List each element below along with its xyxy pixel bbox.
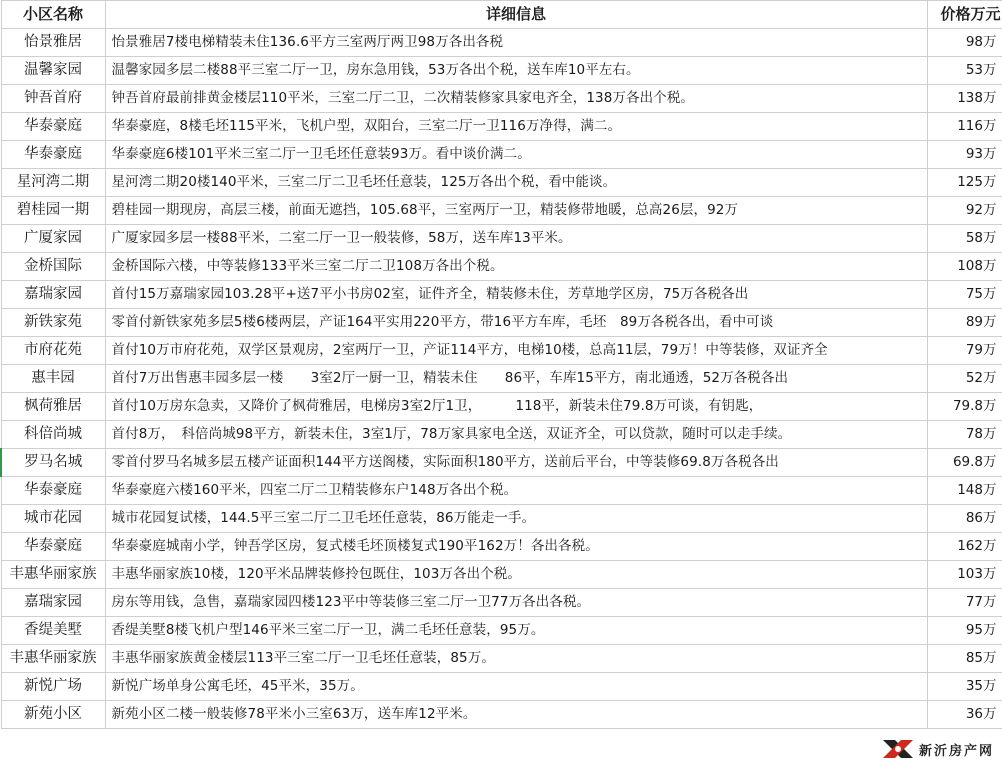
header-row xyxy=(1,1,1002,29)
cell-detail[interactable]: 金桥国际六楼，中等装修133平米三室二厅二卫108万各出个税。 xyxy=(105,253,927,281)
cell-name[interactable]: 华泰豪庭 xyxy=(1,141,105,169)
cell-name[interactable]: 丰惠华丽家族 xyxy=(1,645,105,673)
cell-price[interactable]: 53万 xyxy=(927,57,1002,85)
cell-name[interactable]: 温馨家园 xyxy=(1,57,105,85)
cell-name[interactable]: 华泰豪庭 xyxy=(1,477,105,505)
table-row[interactable] xyxy=(1,365,1002,393)
table-row[interactable] xyxy=(1,309,1002,337)
table-row[interactable] xyxy=(1,589,1002,617)
cell-detail[interactable]: 钟吾首府最前排黄金楼层110平米，三室二厅二卫，二次精装修家具家电齐全，138万各出个税。 xyxy=(105,85,927,113)
cell-name[interactable]: 碧桂园一期 xyxy=(1,197,105,225)
cell-price[interactable]: 89万 xyxy=(927,309,1002,337)
table-row[interactable] xyxy=(1,141,1002,169)
cell-detail[interactable]: 香缇美墅8楼飞机户型146平米三室二厅一卫，满二毛坯任意装，95万。 xyxy=(105,617,927,645)
cell-detail[interactable]: 丰惠华丽家族黄金楼层113平三室二厅一卫毛坯任意装，85万。 xyxy=(105,645,927,673)
header-name[interactable]: 小区名称 xyxy=(1,1,105,29)
table-row[interactable] xyxy=(1,701,1002,729)
cell-name[interactable]: 城市花园 xyxy=(1,505,105,533)
cell-price[interactable]: 86万 xyxy=(927,505,1002,533)
cell-price[interactable]: 93万 xyxy=(927,141,1002,169)
cell-name[interactable]: 华泰豪庭 xyxy=(1,113,105,141)
x-logo-icon xyxy=(881,737,915,761)
cell-detail[interactable]: 碧桂园一期现房，高层三楼，前面无遮挡，105.68平，三室两厅一卫，精装修带地暖，总高26层，92万 xyxy=(105,197,927,225)
cell-detail[interactable]: 广厦家园多层一楼88平米，二室二厅一卫一般装修，58万，送车库13平米。 xyxy=(105,225,927,253)
cell-price[interactable]: 36万 xyxy=(927,701,1002,729)
table-row[interactable] xyxy=(1,477,1002,505)
cell-detail[interactable]: 怡景雅居7楼电梯精装未住136.6平方三室两厅两卫98万各出各税 xyxy=(105,29,927,57)
cell-price[interactable]: 98万 xyxy=(927,29,1002,57)
cell-name[interactable]: 广厦家园 xyxy=(1,225,105,253)
cell-detail[interactable]: 首付8万， 科倍尚城98平方，新装未住，3室1厅，78万家具家电全送，双证齐全，可以贷款，随时可以走手续。 xyxy=(105,421,927,449)
table-row[interactable] xyxy=(1,29,1002,57)
site-watermark xyxy=(881,736,994,762)
cell-price[interactable]: 79万 xyxy=(927,337,1002,365)
header-price[interactable]: 价格万元 xyxy=(927,1,1002,29)
table-row[interactable] xyxy=(1,85,1002,113)
cell-detail[interactable]: 房东等用钱，急售，嘉瑞家园四楼123平中等装修三室二厅一卫77万各出各税。 xyxy=(105,589,927,617)
cell-name[interactable]: 新铁家苑 xyxy=(1,309,105,337)
cell-name[interactable]: 市府花苑 xyxy=(1,337,105,365)
cell-price[interactable]: 125万 xyxy=(927,169,1002,197)
cell-price[interactable]: 52万 xyxy=(927,365,1002,393)
table-row[interactable] xyxy=(1,533,1002,561)
cell-detail[interactable]: 首付10万房东急卖，又降价了枫荷雅居，电梯房3室2厅1卫， 118平，新装未住79.8万可谈，有钥匙， xyxy=(105,393,927,421)
cell-detail[interactable]: 华泰豪庭，8楼毛坯115平米，飞机户型，双阳台，三室二厅一卫116万净得，满二。 xyxy=(105,113,927,141)
table-row[interactable] xyxy=(1,449,1002,477)
cell-detail[interactable]: 新悦广场单身公寓毛坯，45平米，35万。 xyxy=(105,673,927,701)
cell-detail[interactable]: 华泰豪庭6楼101平米三室二厅一卫毛坯任意装93万。看中谈价满二。 xyxy=(105,141,927,169)
cell-price[interactable]: 85万 xyxy=(927,645,1002,673)
cell-price[interactable]: 95万 xyxy=(927,617,1002,645)
cell-price[interactable]: 162万 xyxy=(927,533,1002,561)
cell-name[interactable]: 枫荷雅居 xyxy=(1,393,105,421)
watermark-text: 新沂房产网 xyxy=(918,743,994,759)
cell-name[interactable]: 罗马名城 xyxy=(1,449,105,477)
cell-name[interactable]: 新苑小区 xyxy=(1,701,105,729)
table-row[interactable] xyxy=(1,197,1002,225)
cell-name[interactable]: 新悦广场 xyxy=(1,673,105,701)
cell-name[interactable]: 丰惠华丽家族 xyxy=(1,561,105,589)
cell-name[interactable]: 华泰豪庭 xyxy=(1,533,105,561)
cell-price[interactable]: 92万 xyxy=(927,197,1002,225)
cell-name[interactable]: 钟吾首府 xyxy=(1,85,105,113)
cell-name[interactable]: 星河湾二期 xyxy=(1,169,105,197)
cell-detail[interactable]: 首付10万市府花苑，双学区景观房，2室两厅一卫，产证114平方，电梯10楼，总高11层，79万！中等装修，双证齐全 xyxy=(105,337,927,365)
cell-price[interactable]: 69.8万 xyxy=(927,449,1002,477)
cell-detail[interactable]: 丰惠华丽家族10楼，120平米品牌装修拎包既住，103万各出个税。 xyxy=(105,561,927,589)
table-row[interactable] xyxy=(1,113,1002,141)
cell-price[interactable]: 79.8万 xyxy=(927,393,1002,421)
table-row[interactable] xyxy=(1,393,1002,421)
cell-detail[interactable]: 新苑小区二楼一般装修78平米小三室63万，送车库12平米。 xyxy=(105,701,927,729)
table-row[interactable] xyxy=(1,421,1002,449)
cell-detail[interactable]: 华泰豪庭六楼160平米，四室二厅二卫精装修东户148万各出个税。 xyxy=(105,477,927,505)
table-row[interactable] xyxy=(1,673,1002,701)
cell-detail[interactable]: 华泰豪庭城南小学，钟吾学区房，复式楼毛坯顶楼复式190平162万！各出各税。 xyxy=(105,533,927,561)
cell-detail[interactable]: 首付7万出售惠丰园多层一楼 3室2厅一厨一卫，精装未住 86平，车库15平方，南北通透，52万各税各出 xyxy=(105,365,927,393)
cell-name[interactable]: 科倍尚城 xyxy=(1,421,105,449)
table-row[interactable] xyxy=(1,253,1002,281)
table-row[interactable] xyxy=(1,169,1002,197)
cell-detail[interactable]: 星河湾二期20楼140平米，三室二厅二卫毛坯任意装，125万各出个税，看中能谈。 xyxy=(105,169,927,197)
cell-price[interactable]: 148万 xyxy=(927,477,1002,505)
table-row[interactable] xyxy=(1,505,1002,533)
cell-price[interactable]: 108万 xyxy=(927,253,1002,281)
cell-price[interactable]: 78万 xyxy=(927,421,1002,449)
cell-detail[interactable]: 零首付罗马名城多层五楼产证面积144平方送阁楼，实际面积180平方，送前后平台，中等装修69.8万各税各出 xyxy=(105,449,927,477)
header-detail[interactable]: 详细信息 xyxy=(105,1,927,29)
cell-price[interactable]: 77万 xyxy=(927,589,1002,617)
cell-name[interactable]: 怡景雅居 xyxy=(1,29,105,57)
cell-name[interactable]: 金桥国际 xyxy=(1,253,105,281)
cell-name[interactable]: 嘉瑞家园 xyxy=(1,281,105,309)
cell-price[interactable]: 103万 xyxy=(927,561,1002,589)
table-row[interactable] xyxy=(1,617,1002,645)
table-row[interactable] xyxy=(1,337,1002,365)
cell-name[interactable]: 惠丰园 xyxy=(1,365,105,393)
table-row[interactable] xyxy=(1,561,1002,589)
cell-detail[interactable]: 零首付新铁家苑多层5楼6楼两层，产证164平实用220平方，带16平方车库，毛坯 89万各税各出，看中可谈 xyxy=(105,309,927,337)
cell-name[interactable]: 香缇美墅 xyxy=(1,617,105,645)
cell-price[interactable]: 58万 xyxy=(927,225,1002,253)
cell-detail[interactable]: 首付15万嘉瑞家园103.28平+送7平小书房02室，证件齐全，精装修未住，芳草地学区房，75万各税各出 xyxy=(105,281,927,309)
table-row[interactable] xyxy=(1,645,1002,673)
cell-detail[interactable]: 温馨家园多层二楼88平三室二厅一卫，房东急用钱，53万各出个税，送车库10平左右。 xyxy=(105,57,927,85)
cell-price[interactable]: 138万 xyxy=(927,85,1002,113)
table-row[interactable] xyxy=(1,225,1002,253)
cell-name[interactable]: 嘉瑞家园 xyxy=(1,589,105,617)
cell-price[interactable]: 35万 xyxy=(927,673,1002,701)
cell-detail[interactable]: 城市花园复试楼，144.5平三室二厅二卫毛坯任意装，86万能走一手。 xyxy=(105,505,927,533)
cell-price[interactable]: 116万 xyxy=(927,113,1002,141)
table-row[interactable] xyxy=(1,57,1002,85)
cell-price[interactable]: 75万 xyxy=(927,281,1002,309)
table-row[interactable] xyxy=(1,281,1002,309)
